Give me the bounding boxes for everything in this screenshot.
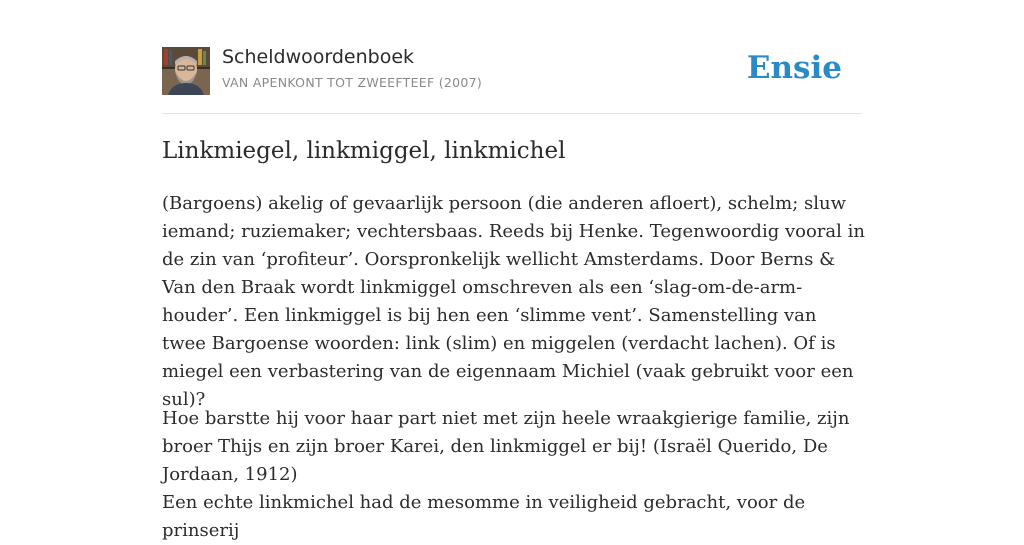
author-portrait-icon	[162, 47, 210, 95]
ensie-logo[interactable]: Ensie	[746, 50, 842, 86]
source-header	[162, 46, 862, 96]
entry-title: Linkmiegel, linkmiggel, linkmichel	[162, 138, 566, 164]
source-subtitle: VAN APENKONT TOT ZWEEFTEEF (2007)	[222, 75, 483, 90]
citation-quote: Hoe barstte hij voor haar part niet met zijn heele wraakgierige familie, zijn broer Thijs en zijn broer Karei, den linkmiggel er bij! (Israël Querido, De Jordaan, 1912)	[162, 408, 850, 485]
entry-definition: (Bargoens) akelig of gevaarlijk persoon (die anderen afloert), schelm; sluw iemand; ruziemaker; vechtersbaas. Reeds bij Henke. Tegenwoordig vooral in de zin van ‘profiteur’. Oorspronkelijk wellicht Amsterdams. Door Berns & Van den Braak wordt linkmiggel omschreven als een ‘slag-om-de-arm-houder’. Een linkmiggel is bij hen een ‘slimme vent’. Samenstelling van twee Bargoense woorden: link (slim) en miggelen (verdacht lachen). Of is miegel een verbastering van de eigennaam Michiel (vaak gebruikt voor een sul)?	[162, 193, 865, 410]
citation-quote: Een echte linkmichel had de mesomme in veiligheid gebracht, voor de prinserij	[162, 492, 806, 541]
source-title[interactable]: Scheldwoordenboek	[222, 46, 415, 68]
header-divider	[162, 113, 862, 114]
author-avatar[interactable]	[162, 47, 210, 95]
